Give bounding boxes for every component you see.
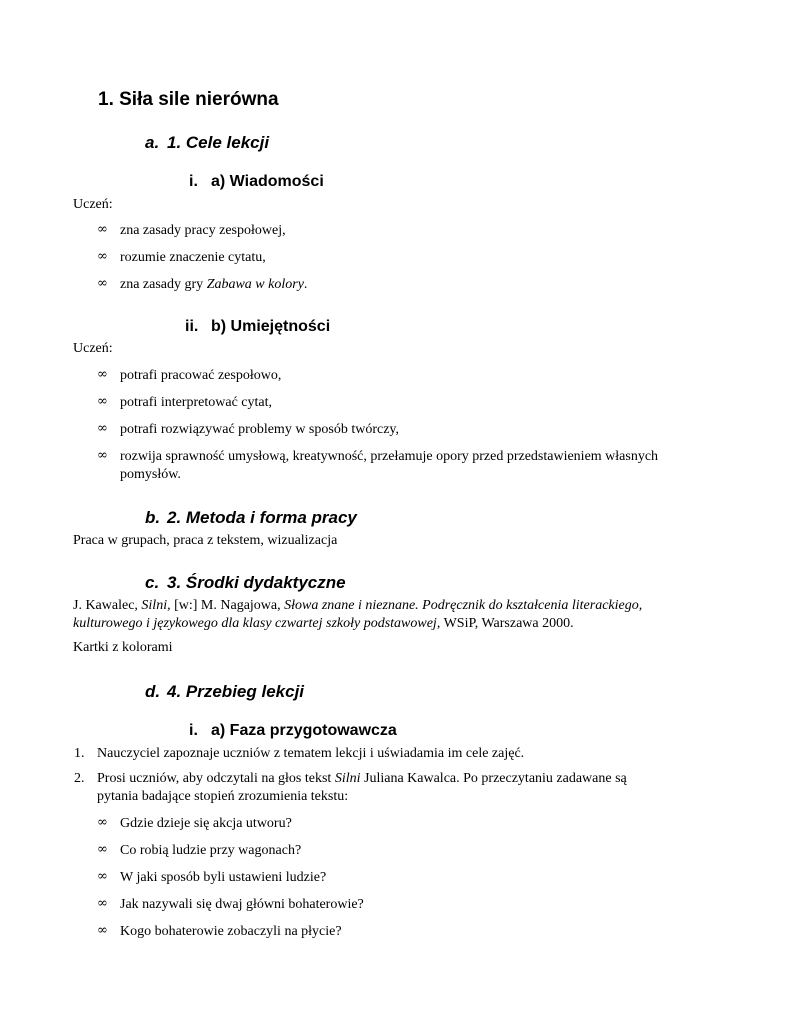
bullet-icon: ∞ <box>97 276 108 291</box>
subsection-heading-faza: a) Faza przygotowawcza <box>211 722 397 739</box>
bullet-icon: ∞ <box>97 869 108 884</box>
bullet-icon: ∞ <box>97 421 108 436</box>
section-heading: 3. Środki dydaktyczne <box>167 573 346 592</box>
page-title: 1. Siła sile nierówna <box>98 89 279 110</box>
list-item: potrafi rozwiązywać problemy w sposób twórczy, <box>120 422 400 437</box>
bullet-icon: ∞ <box>97 815 108 830</box>
bullet-icon: ∞ <box>97 394 108 409</box>
question-item: Jak nazywali się dwaj główni bohaterowie? <box>120 897 364 912</box>
section-marker: b. <box>145 508 161 527</box>
question-item: Kogo bohaterowie zobaczyli na płycie? <box>120 924 342 939</box>
game-title: Zabawa w kolory <box>206 277 304 292</box>
reference-line-2: kulturowego i językowego dla klasy czwartej szkoły podstawowej, WSiP, Warszawa 2000. <box>73 616 574 631</box>
list-item: rozwija sprawność umysłową, kreatywność, przełamuje opory przed przedstawieniem własnych <box>120 449 659 464</box>
question-item: Co robią ludzie przy wagonach? <box>120 843 302 858</box>
question-item: W jaki sposób byli ustawieni ludzie? <box>120 870 327 885</box>
intro-text: Uczeń: <box>73 197 113 212</box>
bullet-icon: ∞ <box>97 222 108 237</box>
bullet-icon: ∞ <box>97 896 108 911</box>
section-heading: 2. Metoda i forma pracy <box>167 508 357 527</box>
bullet-icon: ∞ <box>97 923 108 938</box>
paragraph: Praca w grupach, praca z tekstem, wizualizacja <box>73 533 338 548</box>
bullet-icon: ∞ <box>97 367 108 382</box>
intro-text: Uczeń: <box>73 341 113 356</box>
subsection-heading-wiadomosci: a) Wiadomości <box>211 173 324 190</box>
section-marker: c. <box>145 573 160 592</box>
bullet-icon: ∞ <box>97 249 108 264</box>
bullet-icon: ∞ <box>97 842 108 857</box>
subsection-marker: i. <box>189 173 198 190</box>
list-item: rozumie znaczenie cytatu, <box>120 250 266 265</box>
subsection-heading-umiejetnosci: b) Umiejętności <box>211 318 331 335</box>
list-item: zna zasady pracy zespołowej, <box>120 223 286 238</box>
section-marker: d. <box>145 682 161 701</box>
step-text: Prosi uczniów, aby odczytali na głos tekst Silni Juliana Kawalca. Po przeczytaniu zadawane są <box>97 771 627 786</box>
step-text: Nauczyciel zapoznaje uczniów z tematem lekcji i uświadamia im cele zajęć. <box>97 746 525 761</box>
question-item: Gdzie dzieje się akcja utworu? <box>120 816 292 831</box>
list-item: potrafi pracować zespołowo, <box>120 368 282 383</box>
step-number: 2. <box>74 771 85 786</box>
subsection-marker: i. <box>189 722 198 739</box>
step-number: 1. <box>74 746 85 761</box>
list-item-continuation: pomysłów. <box>120 467 181 482</box>
subsection-marker: ii. <box>185 318 199 335</box>
section-heading: 4. Przebieg lekcji <box>167 682 305 701</box>
bullet-icon: ∞ <box>97 448 108 463</box>
section-heading: 1. Cele lekcji <box>167 133 270 152</box>
list-item: potrafi interpretować cytat, <box>120 395 272 410</box>
list-item: zna zasady gry Zabawa w kolory. <box>120 277 308 292</box>
reference-line-1: J. Kawalec, Silni, [w:] M. Nagajowa, Słowa znane i nieznane. Podręcznik do kształcenia literackiego, <box>73 598 643 613</box>
paragraph: Kartki z kolorami <box>73 640 173 655</box>
section-marker: a. <box>145 133 160 152</box>
step-text-continuation: pytania badające stopień zrozumienia tekstu: <box>97 789 349 804</box>
